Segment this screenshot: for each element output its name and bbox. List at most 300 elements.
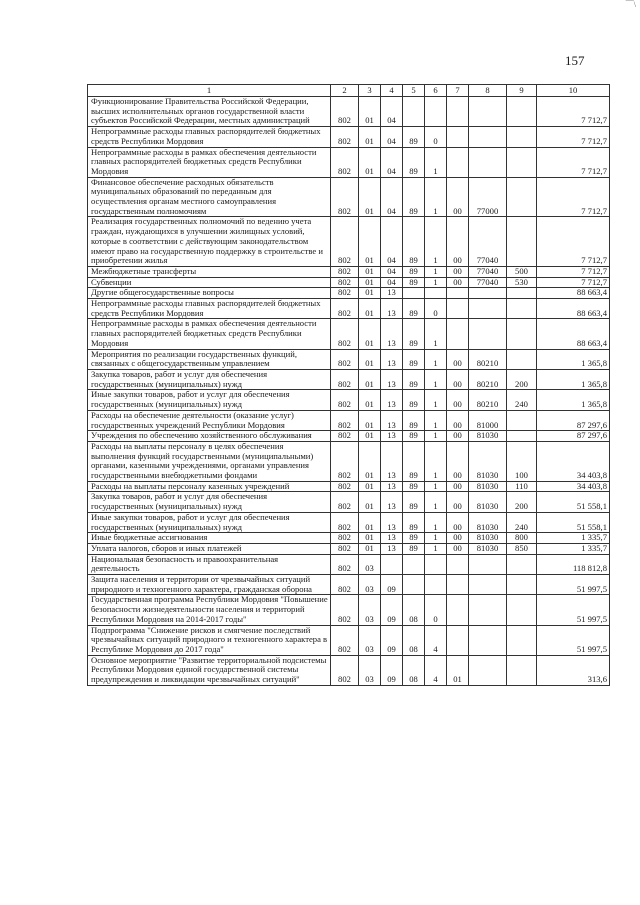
row-cell-c4: 13	[381, 349, 403, 369]
header-cell: 5	[403, 85, 425, 97]
row-cell-c3: 01	[359, 266, 381, 277]
row-cell-c9: 800	[507, 533, 537, 544]
row-cell-c7: 00	[447, 369, 469, 389]
row-cell-c8: 81030	[469, 533, 507, 544]
row-cell-c6: 1	[425, 512, 447, 532]
row-cell-c5: 89	[403, 319, 425, 349]
row-cell-c3: 01	[359, 481, 381, 492]
row-cell-c3: 01	[359, 390, 381, 410]
table-row	[88, 277, 610, 288]
row-cell-c5: 89	[403, 431, 425, 442]
row-cell-c10: 7 712,7	[537, 277, 610, 288]
row-cell-c7	[447, 147, 469, 177]
row-cell-c2: 802	[331, 299, 359, 319]
row-cell-c4: 13	[381, 431, 403, 442]
row-cell-c5: 89	[403, 349, 425, 369]
row-cell-c6: 1	[425, 533, 447, 544]
row-cell-c9	[507, 288, 537, 299]
row-cell-c10: 88 663,4	[537, 299, 610, 319]
row-cell-c4: 04	[381, 217, 403, 267]
row-cell-c9: 530	[507, 277, 537, 288]
row-cell-c9: 200	[507, 492, 537, 512]
row-cell-c8: 81030	[469, 492, 507, 512]
row-cell-c10: 1 365,8	[537, 369, 610, 389]
row-cell-c9	[507, 410, 537, 430]
row-cell-c5: 89	[403, 481, 425, 492]
row-cell-c2: 802	[331, 177, 359, 217]
row-cell-c3: 01	[359, 441, 381, 481]
row-cell-c2: 802	[331, 554, 359, 574]
row-cell-c4: 13	[381, 512, 403, 532]
row-cell-c6: 0	[425, 595, 447, 625]
row-cell-c6: 1	[425, 369, 447, 389]
header-cell: 2	[331, 85, 359, 97]
row-cell-c9: 200	[507, 369, 537, 389]
header-cell: 4	[381, 85, 403, 97]
scan-mark: ¯¯\	[625, 0, 636, 9]
row-name-cell: Иные закупки товаров, работ и услуг для обеспечения государственных (муниципальных) нужд	[88, 390, 331, 410]
row-cell-c2: 802	[331, 481, 359, 492]
row-cell-c10: 51 558,1	[537, 512, 610, 532]
row-cell-c8	[469, 147, 507, 177]
row-cell-c5: 89	[403, 299, 425, 319]
row-cell-c7: 00	[447, 390, 469, 410]
row-cell-c8: 81030	[469, 441, 507, 481]
row-cell-c9	[507, 97, 537, 127]
row-cell-c6	[425, 97, 447, 127]
row-cell-c5: 89	[403, 533, 425, 544]
row-cell-c7: 00	[447, 217, 469, 267]
row-cell-c3: 01	[359, 217, 381, 267]
row-cell-c10: 7 712,7	[537, 266, 610, 277]
row-cell-c4: 13	[381, 533, 403, 544]
row-cell-c4: 13	[381, 441, 403, 481]
row-cell-c7: 00	[447, 441, 469, 481]
row-cell-c2: 802	[331, 266, 359, 277]
row-cell-c2: 802	[331, 595, 359, 625]
row-cell-c3: 03	[359, 595, 381, 625]
row-cell-c8: 80210	[469, 369, 507, 389]
row-cell-c7: 00	[447, 266, 469, 277]
row-cell-c2: 802	[331, 512, 359, 532]
row-cell-c9: 500	[507, 266, 537, 277]
row-cell-c4: 09	[381, 625, 403, 655]
row-cell-c3: 01	[359, 177, 381, 217]
row-cell-c8: 81030	[469, 431, 507, 442]
row-cell-c6: 1	[425, 481, 447, 492]
row-cell-c5: 08	[403, 595, 425, 625]
row-name-cell: Расходы на обеспечение деятельности (оказание услуг) государственных учреждений Республики Мордовия	[88, 410, 331, 430]
row-cell-c3: 01	[359, 533, 381, 544]
page-number: 157	[565, 53, 585, 68]
table-row	[88, 177, 610, 217]
row-cell-c10: 7 712,7	[537, 177, 610, 217]
row-cell-c9	[507, 177, 537, 217]
row-cell-c4: 13	[381, 299, 403, 319]
row-cell-c10: 87 297,6	[537, 431, 610, 442]
table-row	[88, 533, 610, 544]
row-cell-c6: 1	[425, 266, 447, 277]
table-row	[88, 299, 610, 319]
table-row	[88, 349, 610, 369]
row-cell-c4: 04	[381, 127, 403, 147]
row-cell-c10: 1 365,8	[537, 349, 610, 369]
row-cell-c4: 13	[381, 492, 403, 512]
row-cell-c2: 802	[331, 543, 359, 554]
row-cell-c7: 00	[447, 481, 469, 492]
row-cell-c9	[507, 554, 537, 574]
row-cell-c7	[447, 97, 469, 127]
row-cell-c5	[403, 554, 425, 574]
row-cell-c4: 13	[381, 481, 403, 492]
row-cell-c9	[507, 147, 537, 177]
row-cell-c10: 7 712,7	[537, 147, 610, 177]
row-cell-c7	[447, 625, 469, 655]
row-cell-c5: 89	[403, 512, 425, 532]
row-cell-c5	[403, 575, 425, 595]
header-row	[88, 85, 610, 97]
table-row	[88, 217, 610, 267]
row-cell-c3: 01	[359, 277, 381, 288]
row-cell-c8	[469, 655, 507, 685]
table-row	[88, 543, 610, 554]
row-cell-c4: 09	[381, 655, 403, 685]
row-cell-c7	[447, 127, 469, 147]
row-cell-c2: 802	[331, 277, 359, 288]
row-name-cell: Непрограммные расходы в рамках обеспечения деятельности главных распорядителей бюджетных средств Республики Мордовия	[88, 147, 331, 177]
row-cell-c7: 00	[447, 533, 469, 544]
row-cell-c4: 04	[381, 147, 403, 177]
table-row	[88, 390, 610, 410]
row-cell-c10: 7 712,7	[537, 127, 610, 147]
row-cell-c8	[469, 127, 507, 147]
row-name-cell: Непрограммные расходы главных распорядителей бюджетных средств Республики Мордовия	[88, 299, 331, 319]
row-cell-c10: 51 997,5	[537, 575, 610, 595]
row-cell-c6: 1	[425, 410, 447, 430]
row-cell-c7: 00	[447, 410, 469, 430]
row-cell-c4: 04	[381, 277, 403, 288]
row-cell-c9	[507, 575, 537, 595]
row-cell-c8: 81030	[469, 512, 507, 532]
row-cell-c8	[469, 575, 507, 595]
row-cell-c5: 89	[403, 410, 425, 430]
row-cell-c3: 01	[359, 97, 381, 127]
row-cell-c3: 01	[359, 147, 381, 177]
row-cell-c4: 13	[381, 390, 403, 410]
row-cell-c6: 1	[425, 431, 447, 442]
row-cell-c8: 81030	[469, 481, 507, 492]
row-cell-c9	[507, 349, 537, 369]
row-cell-c7: 00	[447, 543, 469, 554]
row-cell-c7: 00	[447, 512, 469, 532]
row-name-cell: Мероприятия по реализации государственных функций, связанных с общегосударственным управлением	[88, 349, 331, 369]
row-cell-c8: 77000	[469, 177, 507, 217]
table-row	[88, 512, 610, 532]
row-cell-c6: 1	[425, 543, 447, 554]
row-cell-c2: 802	[331, 319, 359, 349]
table-row	[88, 369, 610, 389]
table-row	[88, 288, 610, 299]
row-cell-c7: 00	[447, 492, 469, 512]
row-cell-c3: 01	[359, 349, 381, 369]
row-cell-c3: 01	[359, 492, 381, 512]
row-cell-c4: 09	[381, 575, 403, 595]
row-cell-c2: 802	[331, 410, 359, 430]
row-cell-c5: 89	[403, 177, 425, 217]
table-row	[88, 595, 610, 625]
row-cell-c10: 51 558,1	[537, 492, 610, 512]
row-name-cell: Подпрограмма "Снижение рисков и смягчение последствий чрезвычайных ситуаций природного и техногенного характера в Республике Мордовия до 2017 года"	[88, 625, 331, 655]
row-cell-c8	[469, 299, 507, 319]
row-cell-c3: 01	[359, 369, 381, 389]
row-cell-c4: 13	[381, 319, 403, 349]
row-cell-c3: 03	[359, 575, 381, 595]
row-cell-c2: 802	[331, 431, 359, 442]
row-cell-c10: 51 997,5	[537, 625, 610, 655]
row-name-cell: Государственная программа Республики Мордовия "Повышение безопасности жизнедеятельности населения и территорий Республики Мордовия на 2014-2017 годы"	[88, 595, 331, 625]
row-cell-c7	[447, 299, 469, 319]
row-cell-c9	[507, 625, 537, 655]
row-cell-c2: 802	[331, 533, 359, 544]
row-cell-c5: 08	[403, 625, 425, 655]
header-cell: 10	[537, 85, 610, 97]
row-name-cell: Субвенции	[88, 277, 331, 288]
row-name-cell: Реализация государственных полномочий по ведению учета граждан, нуждающихся в улучшении жилищных условий, которые в соответствии с действующим законодательством имеют право на государственную поддержку в строительстве и приобретении жилья	[88, 217, 331, 267]
row-cell-c9: 850	[507, 543, 537, 554]
row-cell-c10: 34 403,8	[537, 441, 610, 481]
table-row	[88, 266, 610, 277]
row-cell-c4: 04	[381, 177, 403, 217]
row-name-cell: Финансовое обеспечение расходных обязательств муниципальных образований по переданным для осуществления органам местного самоуправления государственным полномочиям	[88, 177, 331, 217]
row-cell-c8	[469, 625, 507, 655]
row-cell-c7	[447, 575, 469, 595]
row-cell-c10: 313,6	[537, 655, 610, 685]
row-cell-c8: 77040	[469, 277, 507, 288]
row-cell-c7: 00	[447, 431, 469, 442]
row-cell-c3: 01	[359, 431, 381, 442]
row-cell-c10: 88 663,4	[537, 319, 610, 349]
row-cell-c3: 01	[359, 299, 381, 319]
row-cell-c2: 802	[331, 288, 359, 299]
header-cell: 9	[507, 85, 537, 97]
table-row	[88, 441, 610, 481]
row-cell-c3: 01	[359, 512, 381, 532]
table-row	[88, 410, 610, 430]
row-cell-c8: 81000	[469, 410, 507, 430]
row-cell-c7: 01	[447, 655, 469, 685]
row-cell-c6: 1	[425, 177, 447, 217]
row-cell-c2: 802	[331, 97, 359, 127]
row-name-cell: Закупка товаров, работ и услуг для обеспечения государственных (муниципальных) нужд	[88, 369, 331, 389]
table-row	[88, 625, 610, 655]
row-cell-c10: 7 712,7	[537, 217, 610, 267]
row-cell-c2: 802	[331, 217, 359, 267]
row-cell-c3: 01	[359, 319, 381, 349]
row-cell-c10: 118 812,8	[537, 554, 610, 574]
row-cell-c7: 00	[447, 177, 469, 217]
row-cell-c3: 01	[359, 127, 381, 147]
row-cell-c2: 802	[331, 492, 359, 512]
row-cell-c6: 1	[425, 349, 447, 369]
row-name-cell: Национальная безопасность и правоохранительная деятельность	[88, 554, 331, 574]
row-cell-c3: 01	[359, 288, 381, 299]
row-name-cell: Учреждения по обеспечению хозяйственного обслуживания	[88, 431, 331, 442]
row-cell-c5: 89	[403, 147, 425, 177]
row-cell-c5: 89	[403, 217, 425, 267]
row-cell-c5: 89	[403, 492, 425, 512]
row-cell-c8	[469, 595, 507, 625]
row-name-cell: Иные бюджетные ассигнования	[88, 533, 331, 544]
row-cell-c5: 08	[403, 655, 425, 685]
row-cell-c2: 802	[331, 147, 359, 177]
row-cell-c6	[425, 288, 447, 299]
row-cell-c6	[425, 554, 447, 574]
row-name-cell: Расходы на выплаты персоналу казенных учреждений	[88, 481, 331, 492]
row-cell-c10: 7 712,7	[537, 97, 610, 127]
table-row	[88, 319, 610, 349]
header-cell: 1	[88, 85, 331, 97]
row-cell-c4: 13	[381, 410, 403, 430]
row-cell-c6: 0	[425, 127, 447, 147]
table-row	[88, 431, 610, 442]
row-cell-c4	[381, 554, 403, 574]
row-cell-c8	[469, 319, 507, 349]
row-cell-c5: 89	[403, 277, 425, 288]
row-cell-c2: 802	[331, 575, 359, 595]
row-cell-c5: 89	[403, 266, 425, 277]
row-name-cell: Основное мероприятие "Развитие территориальной подсистемы Республики Мордовия единой государственной системы предупреждения и ликвидации чрезвычайных ситуаций"	[88, 655, 331, 685]
header-cell: 7	[447, 85, 469, 97]
row-name-cell: Функционирование Правительства Российской Федерации, высших исполнительных органов государственной власти субъектов Российской Федерации, местных администраций	[88, 97, 331, 127]
row-cell-c2: 802	[331, 369, 359, 389]
table-row	[88, 492, 610, 512]
row-cell-c2: 802	[331, 390, 359, 410]
row-cell-c6: 1	[425, 277, 447, 288]
row-name-cell: Непрограммные расходы главных распорядителей бюджетных средств Республики Мордовия	[88, 127, 331, 147]
row-cell-c4: 13	[381, 369, 403, 389]
row-cell-c6: 0	[425, 299, 447, 319]
row-name-cell: Непрограммные расходы в рамках обеспечения деятельности главных распорядителей бюджетных средств Республики Мордовия	[88, 319, 331, 349]
row-cell-c5: 89	[403, 369, 425, 389]
row-cell-c9	[507, 319, 537, 349]
row-name-cell: Уплата налогов, сборов и иных платежей	[88, 543, 331, 554]
row-cell-c7	[447, 595, 469, 625]
row-cell-c6: 4	[425, 625, 447, 655]
row-cell-c2: 802	[331, 655, 359, 685]
row-cell-c3: 03	[359, 655, 381, 685]
table-row	[88, 147, 610, 177]
row-cell-c9	[507, 127, 537, 147]
row-cell-c10: 34 403,8	[537, 481, 610, 492]
row-cell-c6	[425, 575, 447, 595]
row-cell-c2: 802	[331, 625, 359, 655]
row-cell-c6: 1	[425, 390, 447, 410]
row-cell-c8	[469, 288, 507, 299]
row-cell-c9: 100	[507, 441, 537, 481]
table-row	[88, 97, 610, 127]
row-cell-c7: 00	[447, 277, 469, 288]
row-cell-c10: 1 335,7	[537, 533, 610, 544]
row-name-cell: Закупка товаров, работ и услуг для обеспечения государственных (муниципальных) нужд	[88, 492, 331, 512]
row-cell-c10: 1 335,7	[537, 543, 610, 554]
row-cell-c5: 89	[403, 543, 425, 554]
row-cell-c9	[507, 595, 537, 625]
row-cell-c7: 00	[447, 349, 469, 369]
row-name-cell: Иные закупки товаров, работ и услуг для обеспечения государственных (муниципальных) нужд	[88, 512, 331, 532]
table-row	[88, 481, 610, 492]
table-row	[88, 127, 610, 147]
row-cell-c4: 04	[381, 266, 403, 277]
row-cell-c6: 1	[425, 147, 447, 177]
row-cell-c10: 88 663,4	[537, 288, 610, 299]
row-cell-c10: 51 997,5	[537, 595, 610, 625]
row-cell-c6: 1	[425, 441, 447, 481]
row-cell-c8: 77040	[469, 266, 507, 277]
row-cell-c6: 1	[425, 319, 447, 349]
row-cell-c2: 802	[331, 441, 359, 481]
row-name-cell: Межбюджетные трансферты	[88, 266, 331, 277]
row-cell-c4: 04	[381, 97, 403, 127]
row-cell-c9: 240	[507, 512, 537, 532]
row-cell-c4: 09	[381, 595, 403, 625]
row-cell-c2: 802	[331, 127, 359, 147]
row-cell-c6: 1	[425, 217, 447, 267]
row-cell-c9	[507, 299, 537, 319]
row-cell-c8: 77040	[469, 217, 507, 267]
row-cell-c3: 03	[359, 554, 381, 574]
row-cell-c5: 89	[403, 441, 425, 481]
row-cell-c8: 81030	[469, 543, 507, 554]
row-cell-c8	[469, 97, 507, 127]
header-cell: 3	[359, 85, 381, 97]
table-row	[88, 575, 610, 595]
row-cell-c5	[403, 288, 425, 299]
budget-table	[87, 84, 610, 686]
row-cell-c10: 1 365,8	[537, 390, 610, 410]
row-cell-c4: 13	[381, 543, 403, 554]
row-cell-c3: 01	[359, 410, 381, 430]
row-cell-c4: 13	[381, 288, 403, 299]
row-cell-c10: 87 297,6	[537, 410, 610, 430]
table-row	[88, 554, 610, 574]
row-cell-c3: 03	[359, 625, 381, 655]
row-cell-c2: 802	[331, 349, 359, 369]
row-cell-c5	[403, 97, 425, 127]
row-cell-c7	[447, 288, 469, 299]
header-cell: 8	[469, 85, 507, 97]
header-cell: 6	[425, 85, 447, 97]
row-cell-c6: 4	[425, 655, 447, 685]
table-row	[88, 655, 610, 685]
row-name-cell: Другие общегосударственные вопросы	[88, 288, 331, 299]
row-name-cell: Защита населения и территории от чрезвычайных ситуаций природного и техногенного характера, гражданская оборона	[88, 575, 331, 595]
row-cell-c5: 89	[403, 127, 425, 147]
row-cell-c8	[469, 554, 507, 574]
row-cell-c5: 89	[403, 390, 425, 410]
row-cell-c9	[507, 655, 537, 685]
row-cell-c9	[507, 431, 537, 442]
row-cell-c3: 01	[359, 543, 381, 554]
row-cell-c9: 110	[507, 481, 537, 492]
row-cell-c8: 80210	[469, 390, 507, 410]
row-cell-c7	[447, 554, 469, 574]
row-cell-c6: 1	[425, 492, 447, 512]
row-cell-c8: 80210	[469, 349, 507, 369]
row-cell-c9: 240	[507, 390, 537, 410]
row-cell-c7	[447, 319, 469, 349]
row-name-cell: Расходы на выплаты персоналу в целях обеспечения выполнения функций государственными (муниципальными) органами, казенными учреждениями, органами управления государственными внебюджетными фондами	[88, 441, 331, 481]
row-cell-c9	[507, 217, 537, 267]
